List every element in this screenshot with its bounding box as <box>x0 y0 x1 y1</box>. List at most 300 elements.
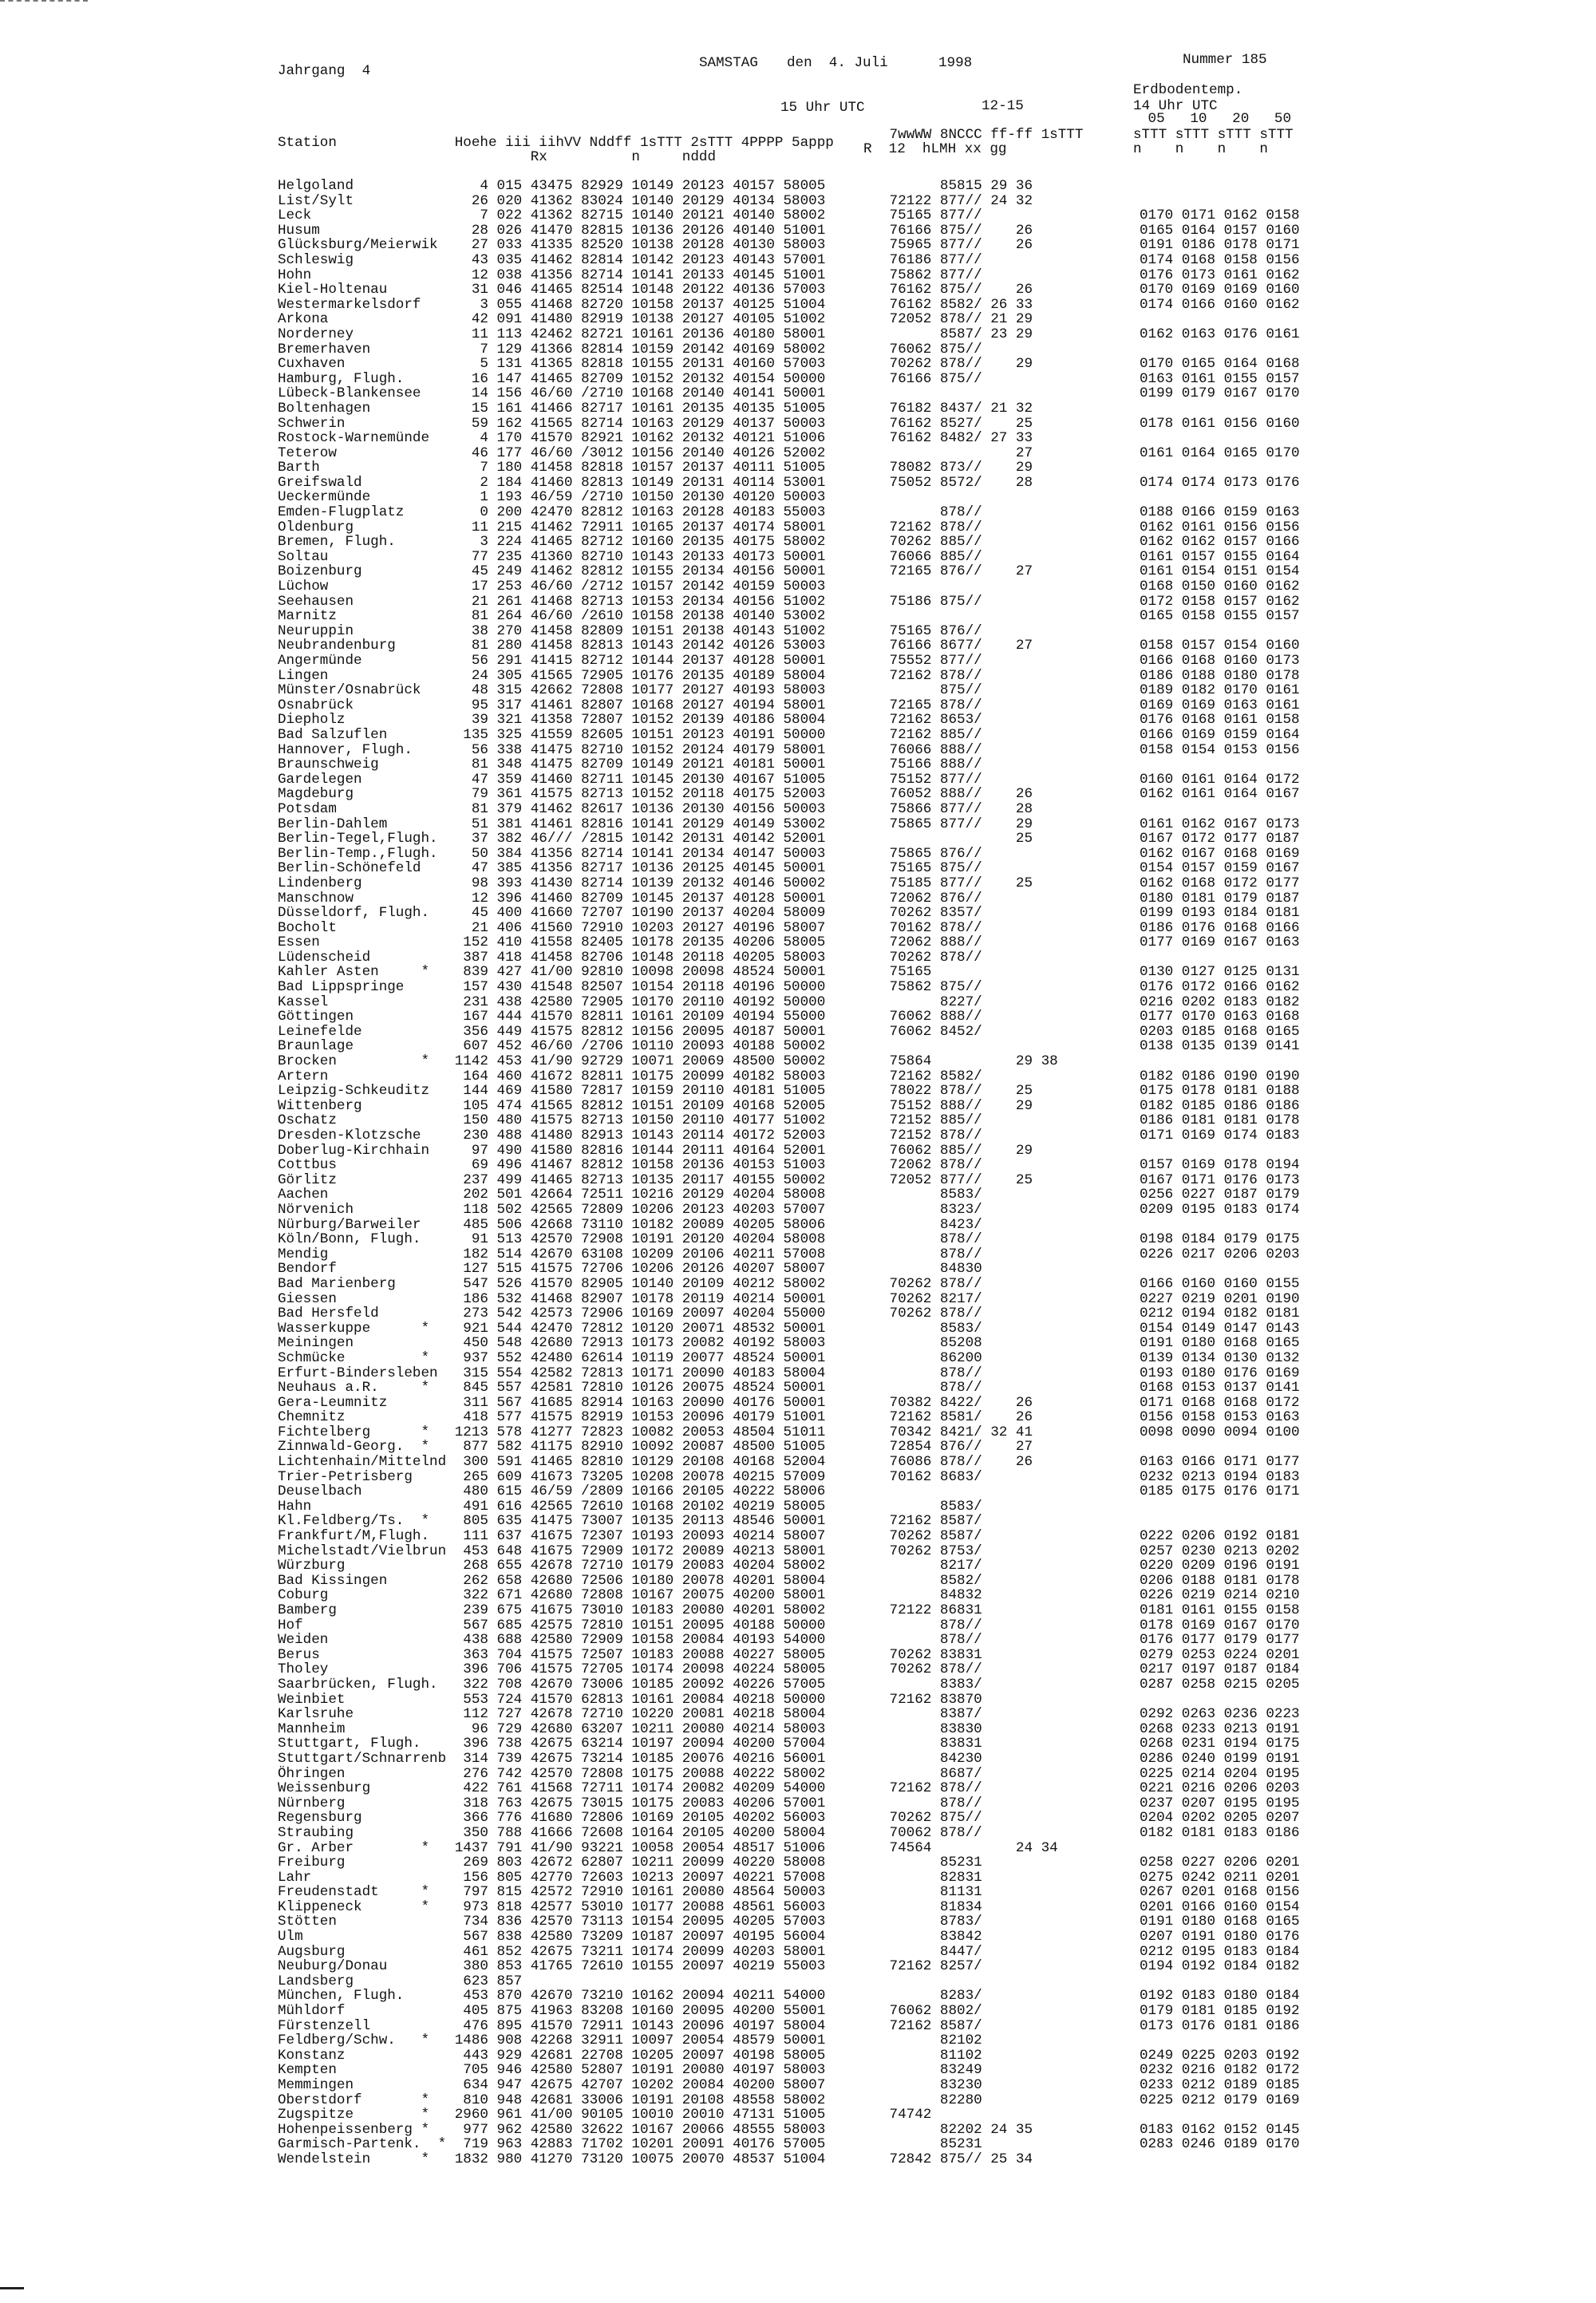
weather-group-row: 74742 <box>881 2107 932 2123</box>
soil-temp-row: 0175 0178 0181 0188 <box>1140 1083 1300 1100</box>
station-row: Klippeneck * 973 818 42577 53010 10177 20088 48561 56003 <box>278 1898 826 1915</box>
station-row: Lahr 156 805 42770 72603 10213 20097 40221 57008 <box>278 1869 826 1886</box>
observation-time: 15 Uhr UTC <box>780 100 865 116</box>
group-header-row-1: 7wwWW 8NCCC ff-ff 1sTTT <box>881 127 1084 143</box>
weather-group-row: 878// <box>881 1231 982 1248</box>
station-row: Boltenhagen 15 161 41466 82717 10161 20135 40135 51005 <box>278 400 826 417</box>
station-row: Nürnberg 318 763 42675 73015 10175 20083 40206 57001 <box>278 1795 826 1811</box>
weather-group-row: 75965 877// 26 <box>881 237 1033 254</box>
station-row: Weiden 438 688 42580 72909 10158 20084 40193 54000 <box>278 1632 826 1649</box>
station-row: Lichtenhain/Mittelnd 300 591 41465 82810 10129 20108 40168 52004 <box>278 1454 826 1471</box>
station-row: Diepholz 39 321 41358 72807 10152 20139 40186 58004 <box>278 712 826 729</box>
weather-group-row: 72162 878// <box>881 1780 982 1797</box>
station-row: Hamburg, Flugh. 16 147 41465 82709 10152 20132 40154 50000 <box>278 370 826 387</box>
weather-group-row: 75862 875// <box>881 979 982 996</box>
weather-group-row: 70262 875// <box>881 1810 982 1827</box>
station-row: Neuruppin 38 270 41458 82809 10151 20138 40143 51002 <box>278 622 826 639</box>
station-row: Berlin-Tegel,Flugh. 37 382 46/// /2815 10142 20131 40142 52001 <box>278 831 826 847</box>
weather-group-row: 76052 888// 26 <box>881 786 1033 803</box>
station-row: Berlin-Dahlem 51 381 41461 82816 10141 20129 40149 53002 <box>278 816 826 832</box>
soil-temp-row: 0170 0169 0169 0160 <box>1140 282 1300 298</box>
station-row: Barth 7 180 41458 82818 10157 20137 40111 51005 <box>278 460 826 476</box>
soil-temp-row: 0177 0169 0167 0163 <box>1140 934 1300 951</box>
weather-group-row: 72152 878// <box>881 1128 982 1144</box>
station-row: Garmisch-Partenk. * 719 963 42883 71702 10201 20091 40176 57005 <box>278 2136 826 2153</box>
weather-group-row: 76166 875// <box>881 370 982 387</box>
weather-group-row: 72165 878// <box>881 697 982 713</box>
soil-temp-row: 0171 0169 0174 0183 <box>1140 1128 1300 1144</box>
weather-group-row: 75552 877// <box>881 653 982 669</box>
station-row: Mannheim 96 729 42680 63207 10211 20080 40214 58003 <box>278 1720 826 1737</box>
soil-temp-row: 0222 0206 0192 0181 <box>1140 1528 1300 1545</box>
soil-temp-row: 0186 0181 0181 0178 <box>1140 1112 1300 1129</box>
soil-temp-row: 0163 0161 0155 0157 <box>1140 370 1300 387</box>
time-range: 12-15 <box>982 98 1024 114</box>
station-row: Braunschweig 81 348 41475 82709 10149 20121 40181 50001 <box>278 756 826 773</box>
soil-temp-row: 0225 0214 0204 0195 <box>1140 1765 1300 1782</box>
station-row: Emden-Flugplatz 0 200 42470 82812 10163 20128 40183 55003 <box>278 504 826 521</box>
station-row: Erfurt-Bindersleben 315 554 42582 72813 10171 20090 40183 58004 <box>278 1365 826 1381</box>
soil-temp-row: 0168 0150 0160 0162 <box>1140 579 1300 595</box>
soil-temp-row: 0287 0258 0215 0205 <box>1140 1676 1300 1693</box>
station-row: Berlin-Temp.,Flugh. 50 384 41356 82714 10141 20134 40147 50003 <box>278 845 826 862</box>
soil-temp-row: 0174 0166 0160 0162 <box>1140 296 1300 313</box>
soil-temp-row: 0206 0188 0181 0178 <box>1140 1572 1300 1589</box>
weather-group-row <box>881 1974 1058 1989</box>
station-row: Wasserkuppe * 921 544 42470 72812 10120 20071 48532 50001 <box>278 1320 826 1337</box>
weather-group-row: 82102 <box>881 2032 982 2049</box>
soil-temp-row <box>1140 194 1300 209</box>
station-row: Wendelstein * 1832 980 41270 73120 10075 20070 48537 51004 <box>278 2151 826 2167</box>
weather-group-row: 76162 875// 26 <box>881 282 1033 298</box>
station-row: München, Flugh. 453 870 42670 73210 10162 20094 40211 54000 <box>278 1988 826 2005</box>
station-row: Frankfurt/M,Flugh. 111 637 41675 72307 10193 20093 40214 58007 <box>278 1528 826 1545</box>
weather-group-row: 27 <box>881 444 1033 461</box>
soil-temp-row: 0275 0242 0211 0201 <box>1140 1869 1300 1886</box>
station-row: Chemnitz 418 577 41575 82919 10153 20096 40179 51001 <box>278 1409 826 1426</box>
station-row: Arkona 42 091 41480 82919 10138 20127 40105 51002 <box>278 311 826 328</box>
soil-temp-row: 0182 0185 0186 0186 <box>1140 1097 1300 1114</box>
station-row: Coburg 322 671 42680 72808 10167 20075 40200 58001 <box>278 1587 826 1604</box>
weather-group-row: 72122 86831 <box>881 1602 982 1618</box>
soil-temp-time: 14 Uhr UTC <box>1133 98 1218 114</box>
soil-temp-row: 0138 0135 0139 0141 <box>1140 1038 1300 1055</box>
weather-group-row: 70262 8753/ <box>881 1543 982 1559</box>
weather-group-row: 878// <box>881 1632 982 1649</box>
station-row: Kiel-Holtenau 31 046 41465 82514 10148 20122 40136 57003 <box>278 282 826 298</box>
soil-temp-row: 0158 0154 0153 0156 <box>1140 741 1300 758</box>
weather-group-row: 72162 8257/ <box>881 1958 982 1975</box>
soil-temp-row: 0177 0170 0163 0168 <box>1140 1009 1300 1025</box>
station-row: Hof 567 685 42575 72810 10151 20095 40188 50000 <box>278 1617 826 1633</box>
weather-group-row: 8323/ <box>881 1201 982 1218</box>
weather-group-row: 72162 8653/ <box>881 712 982 729</box>
station-row: Karlsruhe 112 727 42678 72710 10220 20081 40218 58004 <box>278 1706 826 1723</box>
page-edge-mark <box>0 2287 24 2289</box>
weather-group-row: 83230 <box>881 2077 982 2093</box>
soil-temp-row: 0232 0213 0194 0183 <box>1140 1468 1300 1485</box>
weather-group-row: 83830 <box>881 1720 982 1737</box>
soil-temp-row: 0185 0175 0176 0171 <box>1140 1483 1300 1500</box>
weather-group-row: 78082 873// 29 <box>881 460 1033 476</box>
weather-group-row <box>881 490 1058 505</box>
weather-group-row: 878// <box>881 1617 982 1633</box>
soil-temp-row: 0178 0161 0156 0160 <box>1140 415 1300 432</box>
weather-group-row: 70162 8683/ <box>881 1468 982 1485</box>
station-row: Zugspitze * 2960 961 41/00 90105 10010 20010 47131 51005 <box>278 2107 826 2123</box>
soil-temp-row: 0292 0263 0236 0223 <box>1140 1706 1300 1723</box>
soil-temp-row: 0191 0180 0168 0165 <box>1140 1914 1300 1930</box>
soil-temp-row: 0130 0127 0125 0131 <box>1140 964 1300 981</box>
weather-group-row <box>881 1484 1058 1499</box>
station-row: Dresden-Klotzsche 230 488 41480 82913 10143 20114 40172 52003 <box>278 1128 826 1144</box>
station-row: Oldenburg 11 215 41462 72911 10165 20137 40174 58001 <box>278 519 826 535</box>
soil-temp-row: 0166 0160 0160 0155 <box>1140 1275 1300 1292</box>
weather-group-row: 8587/ 23 29 <box>881 326 1033 342</box>
soil-temp-row: 0156 0158 0153 0163 <box>1140 1409 1300 1426</box>
soil-temp-row: 0182 0181 0183 0186 <box>1140 1824 1300 1841</box>
soil-temp-row: 0098 0090 0094 0100 <box>1140 1424 1300 1440</box>
weather-group-row: 25 <box>881 831 1033 847</box>
soil-temp-row: 0173 0176 0181 0186 <box>1140 2017 1300 2034</box>
soil-temp-row <box>1140 757 1300 772</box>
station-row: Münster/Osnabrück 48 315 42662 72808 10177 20127 40193 58003 <box>278 682 826 699</box>
station-row: Osnabrück 95 317 41461 82807 10168 20127 40194 58001 <box>278 697 826 713</box>
weather-group-row: 82280 <box>881 2092 982 2108</box>
weather-group-row: 75165 877// <box>881 207 982 224</box>
column-header-row-2: Rx n nddd <box>278 149 717 165</box>
soil-temp-row: 0191 0186 0178 0171 <box>1140 237 1300 254</box>
weather-group-row: 76062 8452/ <box>881 1023 982 1040</box>
weather-group-row: 8387/ <box>881 1706 982 1723</box>
weather-group-row: 85231 <box>881 2136 982 2153</box>
soil-temp-row: 0189 0182 0170 0161 <box>1140 682 1300 699</box>
weather-group-row: 8583/ <box>881 1187 982 1203</box>
soil-temp-row <box>1140 1693 1300 1708</box>
weather-group-row: 75865 877// 29 <box>881 816 1033 832</box>
station-row: Regensburg 366 776 41680 72806 10169 20105 40202 56003 <box>278 1810 826 1827</box>
soil-temperature-column <box>1140 179 1300 2167</box>
station-row: Stuttgart, Flugh. 396 738 42675 63214 10197 20094 40200 57004 <box>278 1736 826 1752</box>
station-row: Ueckermünde 1 193 46/59 /2710 10150 20130 40120 50003 <box>278 489 826 506</box>
soil-temp-row: 0227 0219 0201 0190 <box>1140 1290 1300 1307</box>
soil-temp-row: 0139 0134 0130 0132 <box>1140 1349 1300 1366</box>
station-row: Lindenberg 98 393 41430 82714 10139 20132 40146 50002 <box>278 875 826 891</box>
weekday-label: SAMSTAG <box>699 55 758 71</box>
station-row: Cuxhaven 5 131 41365 82818 10155 20131 40160 57003 <box>278 356 826 373</box>
station-row: Westermarkelsdorf 3 055 41468 82720 10158 20137 40125 51004 <box>278 296 826 313</box>
weather-group-row: 72152 885// <box>881 1112 982 1129</box>
station-row: Bremen, Flugh. 3 224 41465 82712 10160 20135 40175 58002 <box>278 534 826 551</box>
weather-group-row: 72162 878// <box>881 667 982 684</box>
soil-temp-row: 0209 0195 0183 0174 <box>1140 1201 1300 1218</box>
soil-temp-row: 0267 0201 0168 0156 <box>1140 1884 1300 1901</box>
soil-temp-row <box>1140 1144 1300 1159</box>
weather-group-row: 84832 <box>881 1587 982 1604</box>
group-header-row-2: R 12 hLMH xx gg <box>863 141 1007 157</box>
weather-group-row: 72162 8582/ <box>881 1068 982 1084</box>
station-row: List/Sylt 26 020 41362 83024 10140 20129 40134 58003 <box>278 192 826 209</box>
weather-group-row: 72162 878// <box>881 519 982 535</box>
weather-group-row: 875// <box>881 682 982 699</box>
weather-group-row: 75864 29 38 <box>881 1053 1058 1070</box>
weather-group-row: 70382 8422/ 26 <box>881 1394 1033 1411</box>
station-row: Hahn 491 616 42565 72610 10168 20102 40219 58005 <box>278 1498 826 1515</box>
station-row: Gera-Leumnitz 311 567 41685 82914 10163 20090 40176 50001 <box>278 1394 826 1411</box>
weather-group-row: 8383/ <box>881 1676 982 1693</box>
soil-temp-row: 0186 0188 0180 0178 <box>1140 667 1300 684</box>
weather-group-row: 75862 877// <box>881 267 982 283</box>
soil-temp-row: 0169 0169 0163 0161 <box>1140 697 1300 713</box>
station-row: Manschnow 12 396 41460 82709 10145 20137 40128 50001 <box>278 890 826 907</box>
weather-group-row: 72162 8581/ 26 <box>881 1409 1033 1426</box>
weather-group-row: 76062 885// 29 <box>881 1142 1033 1159</box>
station-row: Leipzig-Schkeuditz 144 469 41580 72817 10159 20110 40181 51005 <box>278 1083 826 1100</box>
soil-temp-row <box>1140 1499 1300 1515</box>
weather-group-row <box>881 1039 1058 1054</box>
soil-temp-row: 0161 0164 0165 0170 <box>1140 444 1300 461</box>
soil-temp-row: 0192 0183 0180 0184 <box>1140 1988 1300 2005</box>
weather-group-row: 76182 8437/ 21 32 <box>881 400 1033 417</box>
station-row: Oberstdorf * 810 948 42681 33006 10191 20108 48558 58002 <box>278 2092 826 2108</box>
station-row: Greifswald 2 184 41460 82813 10149 20131 40114 53001 <box>278 474 826 491</box>
station-row: Görlitz 237 499 41465 82713 10135 20117 40155 50002 <box>278 1171 826 1188</box>
station-row: Giessen 186 532 41468 82907 10178 20119 40214 50001 <box>278 1290 826 1307</box>
station-row: Bad Hersfeld 273 542 42573 72906 10169 20097 40204 55000 <box>278 1306 826 1322</box>
soil-temp-row: 0203 0185 0168 0165 <box>1140 1023 1300 1040</box>
weather-group-row: 85815 29 36 <box>881 178 1033 194</box>
soil-temp-row <box>1140 342 1300 357</box>
weather-group-row: 76062 888// <box>881 1009 982 1025</box>
weather-group-row: 76086 878// 26 <box>881 1454 1033 1471</box>
soil-temp-row <box>1140 624 1300 639</box>
weather-group-row: 70262 878// <box>881 1306 982 1322</box>
soil-temp-row <box>1140 179 1300 194</box>
soil-temp-title: Erdbodentemp. <box>1133 82 1243 98</box>
weather-group-row: 70262 878// <box>881 1661 982 1678</box>
station-row: Augsburg 461 852 42675 73211 10174 20099 40203 58001 <box>278 1943 826 1960</box>
weather-group-row: 75165 876// <box>881 622 982 639</box>
station-row: Artern 164 460 41672 82811 10175 20099 40182 58003 <box>278 1068 826 1084</box>
weather-group-row: 83249 <box>881 2062 982 2079</box>
station-row: Leinefelde 356 449 41575 82812 10156 20095 40187 50001 <box>278 1023 826 1040</box>
date-label: den 4. Juli <box>787 55 888 71</box>
weather-group-row: 75165 875// <box>881 860 982 877</box>
soil-temp-row <box>1140 802 1300 817</box>
weather-group-row: 76162 8527/ 25 <box>881 415 1033 432</box>
station-row: Weissenburg 422 761 41568 72711 10174 20082 40209 54000 <box>278 1780 826 1797</box>
station-row: Michelstadt/Vielbrun 453 648 41675 72909 10172 20089 40213 58001 <box>278 1543 826 1559</box>
weather-group-row: 72052 878// 21 29 <box>881 311 1033 328</box>
station-row: Hannover, Flugh. 56 338 41475 82710 10152 20124 40179 58001 <box>278 741 826 758</box>
weather-group-row: 72122 877// 24 32 <box>881 192 1033 209</box>
soil-temp-row: 0162 0162 0157 0166 <box>1140 534 1300 551</box>
weather-group-row: 8217/ <box>881 1558 982 1574</box>
station-row: Neuburg/Donau 380 853 41765 72610 10155 20097 40219 55003 <box>278 1958 826 1975</box>
station-row: Bamberg 239 675 41675 73010 10183 20080 40201 58002 <box>278 1602 826 1618</box>
weather-group-row: 85231 <box>881 1855 982 1871</box>
station-row: Soltau 77 235 41360 82710 10143 20133 40173 50001 <box>278 548 826 565</box>
soil-temp-row: 0221 0216 0206 0203 <box>1140 1780 1300 1797</box>
soil-temp-row: 0170 0165 0164 0168 <box>1140 356 1300 373</box>
soil-temp-row: 0199 0193 0184 0181 <box>1140 905 1300 922</box>
soil-temp-row: 0232 0216 0182 0172 <box>1140 2062 1300 2079</box>
weather-group-row: 8423/ <box>881 1216 982 1233</box>
soil-temp-row: 0170 0171 0162 0158 <box>1140 207 1300 224</box>
station-row: Kassel 231 438 42580 72905 10170 20110 40192 50000 <box>278 993 826 1010</box>
soil-temp-row: 0174 0174 0173 0176 <box>1140 474 1300 491</box>
station-row: Feldberg/Schw. * 1486 908 42268 32911 10097 20054 48579 50001 <box>278 2032 826 2049</box>
weather-group-row: 72062 888// <box>881 934 982 951</box>
soil-temp-row: 0171 0168 0168 0172 <box>1140 1394 1300 1411</box>
soil-temp-row: 0174 0168 0158 0156 <box>1140 251 1300 268</box>
soil-temp-row <box>1140 312 1300 327</box>
station-row: Hohn 12 038 41356 82714 10141 20133 40145 51001 <box>278 267 826 283</box>
soil-temp-row: 0167 0172 0177 0187 <box>1140 831 1300 847</box>
weather-group-row: 75185 877// 25 <box>881 875 1033 891</box>
volume-label: Jahrgang 4 <box>278 63 371 79</box>
station-row: Stuttgart/Schnarrenb 314 739 42675 73214 10185 20076 40216 56001 <box>278 1750 826 1767</box>
soil-temp-row: 0176 0172 0166 0162 <box>1140 979 1300 996</box>
soil-temp-row <box>1140 1841 1300 1856</box>
soil-temp-row: 0172 0158 0157 0162 <box>1140 593 1300 610</box>
year-label: 1998 <box>938 55 973 71</box>
soil-temp-row: 0217 0197 0187 0184 <box>1140 1661 1300 1678</box>
station-row: Düsseldorf, Flugh. 45 400 41660 72707 10190 20137 40204 58009 <box>278 905 826 922</box>
station-row: Ulm 567 838 42580 73209 10187 20097 40195 56004 <box>278 1929 826 1946</box>
weather-group-row: 8783/ <box>881 1914 982 1930</box>
weather-group-row: 76186 877// <box>881 251 982 268</box>
soil-temp-row: 0168 0153 0137 0141 <box>1140 1380 1300 1396</box>
soil-temp-row: 0176 0177 0179 0177 <box>1140 1632 1300 1649</box>
soil-temp-row: 0162 0161 0156 0156 <box>1140 519 1300 535</box>
soil-temp-row <box>1140 1054 1300 1069</box>
station-row: Lingen 24 305 41565 72905 10176 20135 40189 58004 <box>278 667 826 684</box>
weather-group-row: 72062 878// <box>881 1157 982 1174</box>
station-row: Zinnwald-Georg. * 877 582 41175 82910 10092 20087 48500 51005 <box>278 1439 826 1456</box>
weather-group-row: 72062 876// <box>881 890 982 907</box>
weather-group-row: 75052 8572/ 28 <box>881 474 1033 491</box>
station-row: Öhringen 276 742 42570 72808 10175 20088 40222 58002 <box>278 1765 826 1782</box>
soil-temp-row: 0212 0194 0182 0181 <box>1140 1306 1300 1322</box>
station-row: Kempten 705 946 42580 52807 10191 20080 40197 58003 <box>278 2062 826 2079</box>
station-row: Schwerin 59 162 41565 82714 10163 20129 40137 50003 <box>278 415 826 432</box>
weather-group-row: 8687/ <box>881 1765 982 1782</box>
soil-temp-row: 0160 0161 0164 0172 <box>1140 771 1300 788</box>
soil-temp-row: 0162 0168 0172 0177 <box>1140 875 1300 891</box>
weather-group-row: 72162 8587/ <box>881 1513 982 1530</box>
soil-temp-row <box>1140 401 1300 417</box>
soil-temp-row: 0165 0158 0155 0157 <box>1140 608 1300 625</box>
soil-temp-row: 0161 0154 0151 0154 <box>1140 563 1300 580</box>
soil-temp-row <box>1140 2107 1300 2123</box>
weather-group-row: 70262 878// 29 <box>881 356 1033 373</box>
weather-group-row: 75152 877// <box>881 771 982 788</box>
soil-temp-row: 0283 0246 0189 0170 <box>1140 2136 1300 2153</box>
station-row: Teterow 46 177 46/60 /3012 10156 20140 40126 52002 <box>278 444 826 461</box>
soil-temp-row: 0204 0202 0205 0207 <box>1140 1810 1300 1827</box>
weather-group-row: 70342 8421/ 32 41 <box>881 1424 1033 1440</box>
station-row: Potsdam 81 379 41462 82617 10136 20130 40156 50003 <box>278 800 826 817</box>
soil-temp-row: 0279 0253 0224 0201 <box>1140 1646 1300 1663</box>
station-row: Nürburg/Barweiler 485 506 42668 73110 10182 20089 40205 58006 <box>278 1216 826 1233</box>
station-data-table <box>278 179 825 2167</box>
station-row: Trier-Petrisberg 265 609 41673 73205 10208 20078 40215 57009 <box>278 1468 826 1485</box>
soil-temp-row: 0207 0191 0180 0176 <box>1140 1929 1300 1946</box>
station-row: Helgoland 4 015 43475 82929 10149 20123 40157 58005 <box>278 178 826 194</box>
weather-group-row: 82831 <box>881 1869 982 1886</box>
weather-group-row: 70262 83831 <box>881 1646 982 1663</box>
soil-temp-row: 0216 0202 0183 0182 <box>1140 993 1300 1010</box>
station-row: Saarbrücken, Flugh. 322 708 42670 73006 10185 20092 40226 57005 <box>278 1676 826 1693</box>
soil-temp-row: 0201 0166 0160 0154 <box>1140 1898 1300 1915</box>
soil-temp-row <box>1140 950 1300 966</box>
soil-temp-row: 0166 0169 0159 0164 <box>1140 726 1300 743</box>
weather-group-row: 8447/ <box>881 1943 982 1960</box>
weather-group-row: 878// <box>881 1380 982 1396</box>
weather-group-row: 75152 888// 29 <box>881 1097 1033 1114</box>
soil-temp-row: 0256 0227 0187 0179 <box>1140 1187 1300 1203</box>
station-row: Lüdenscheid 387 418 41458 82706 10148 20118 40205 58003 <box>278 949 826 966</box>
station-row: Leck 7 022 41362 82715 10140 20121 40140 58002 <box>278 207 826 224</box>
weather-group-row: 76066 888// <box>881 741 982 758</box>
soil-temp-row: 0225 0212 0179 0169 <box>1140 2092 1300 2108</box>
station-row: Berlin-Schönefeld 47 385 41356 82717 10136 20125 40145 50001 <box>278 860 826 877</box>
station-row: Boizenburg 45 249 41462 82812 10155 20134 40156 50001 <box>278 563 826 580</box>
station-row: Bocholt 21 406 41560 72910 10203 20127 40196 58007 <box>278 919 826 936</box>
soil-temp-row <box>1140 460 1300 476</box>
column-header-row-1: Station Hoehe iii iihVV Nddff 1sTTT 2sTTT 4PPPP 5appp <box>278 135 834 151</box>
soil-temp-row: 0154 0149 0147 0143 <box>1140 1320 1300 1337</box>
weather-group-row: 70262 8357/ <box>881 905 982 922</box>
station-row: Gardelegen 47 359 41460 82711 10145 20130 40167 51005 <box>278 771 826 788</box>
soil-temp-row: 0233 0212 0189 0185 <box>1140 2077 1300 2093</box>
soil-temp-row: 0176 0173 0161 0162 <box>1140 267 1300 283</box>
soil-temp-row: 0193 0180 0176 0169 <box>1140 1365 1300 1381</box>
station-row: Doberlug-Kirchhain 97 490 41580 82816 10144 20111 40164 52001 <box>278 1142 826 1159</box>
soil-temp-row: 0162 0163 0176 0161 <box>1140 326 1300 342</box>
soil-depths-header: 05 10 20 50 <box>1140 111 1292 127</box>
weather-group-row: 83831 <box>881 1736 982 1752</box>
weather-group-row: 76162 8482/ 27 33 <box>881 430 1033 447</box>
station-row: Norderney 11 113 42462 82721 10161 20136 40180 58001 <box>278 326 826 342</box>
top-edge-rule <box>0 0 88 3</box>
station-row: Tholey 396 706 41575 72705 10174 20098 40224 58005 <box>278 1661 826 1678</box>
weather-group-row: 74564 24 34 <box>881 1839 1058 1856</box>
station-row: Fürstenzell 476 895 41570 72911 10143 20096 40197 58004 <box>278 2017 826 2034</box>
soil-temp-row: 0163 0166 0171 0177 <box>1140 1454 1300 1471</box>
weather-group-row: 75865 876// <box>881 845 982 862</box>
soil-temp-row <box>1140 1218 1300 1233</box>
weather-group-row: 84230 <box>881 1750 982 1767</box>
station-row: Cottbus 69 496 41467 82812 10158 20136 40153 51003 <box>278 1157 826 1174</box>
station-row: Fichtelberg * 1213 578 41277 72823 10082 20053 48504 51011 <box>278 1424 826 1440</box>
station-row: Husum 28 026 41470 82815 10136 20126 40140 51001 <box>278 222 826 239</box>
weather-group-row: 72165 876// 27 <box>881 563 1033 580</box>
weather-group-row: 72162 8587/ <box>881 2017 982 2034</box>
soil-temp-row: 0167 0171 0176 0173 <box>1140 1171 1300 1188</box>
soil-temp-row: 0162 0167 0168 0169 <box>1140 845 1300 862</box>
weather-group-row: 83842 <box>881 1929 982 1946</box>
weather-group-row: 81131 <box>881 1884 982 1901</box>
station-row: Nörvenich 118 502 42565 72809 10206 20123 40203 57007 <box>278 1201 826 1218</box>
weather-group-row: 70262 885// <box>881 534 982 551</box>
weather-groups-column <box>881 179 1058 2167</box>
soil-temp-row: 0199 0179 0167 0170 <box>1140 385 1300 402</box>
soil-units-header: n n n n <box>1133 141 1268 157</box>
station-row: Marnitz 81 264 46/60 /2610 10158 20138 40140 53002 <box>278 608 826 625</box>
weather-group-row: 878// <box>881 1795 982 1811</box>
